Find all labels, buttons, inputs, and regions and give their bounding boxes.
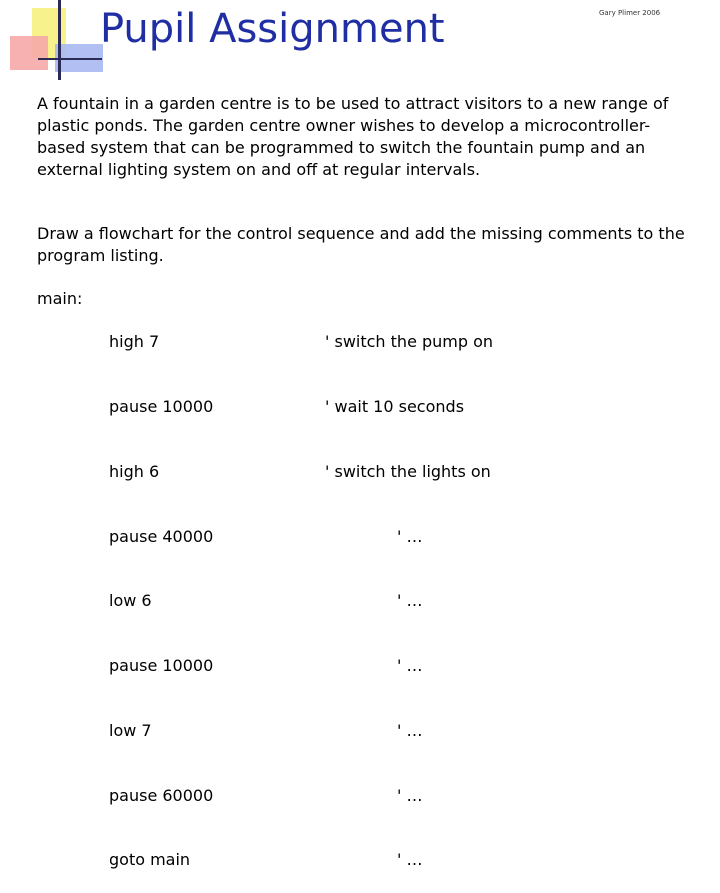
comment-line: ' … <box>397 591 423 611</box>
command-line: low 6 <box>109 591 152 611</box>
comment-line: ' … <box>397 785 423 805</box>
program-comments <box>325 288 493 893</box>
command-line: high 6 <box>109 461 160 481</box>
comment-line: ' switch the lights on <box>325 461 491 481</box>
command-line: pause 60000 <box>109 785 214 805</box>
command-line: high 7 <box>109 332 160 352</box>
intro-paragraph: A fountain in a garden centre is to be used to attract visitors to a new range of plastic ponds. The garden centre owner wishes to develop a microcontroller-based system that can be programmed to switch the fountain pump and an external lighting system on and off at regular intervals. <box>37 94 669 179</box>
command-line: low 7 <box>109 720 152 740</box>
command-line: goto main <box>109 850 191 870</box>
program-label: main: <box>37 289 83 308</box>
slide-title: Pupil Assignment <box>100 6 445 52</box>
command-line: pause 10000 <box>109 396 214 416</box>
decorative-red-square <box>10 36 48 70</box>
task-paragraph: Draw a flowchart for the control sequence and add the missing comments to the program listing. <box>37 224 685 265</box>
comment-line: ' switch the pump on <box>325 332 494 352</box>
comment-line: ' … <box>397 850 423 870</box>
comment-line: ' wait 10 seconds <box>325 396 465 416</box>
decorative-horizontal-line <box>38 58 102 60</box>
comment-line: ' … <box>397 720 423 740</box>
decorative-vertical-line <box>58 0 61 80</box>
command-line: pause 40000 <box>109 526 214 546</box>
program-commands <box>109 288 213 893</box>
comment-line: ' … <box>397 656 423 676</box>
comment-line: ' … <box>397 526 423 546</box>
command-line: pause 10000 <box>109 656 214 676</box>
author-credit: Gary Plimer 2006 <box>599 9 661 17</box>
